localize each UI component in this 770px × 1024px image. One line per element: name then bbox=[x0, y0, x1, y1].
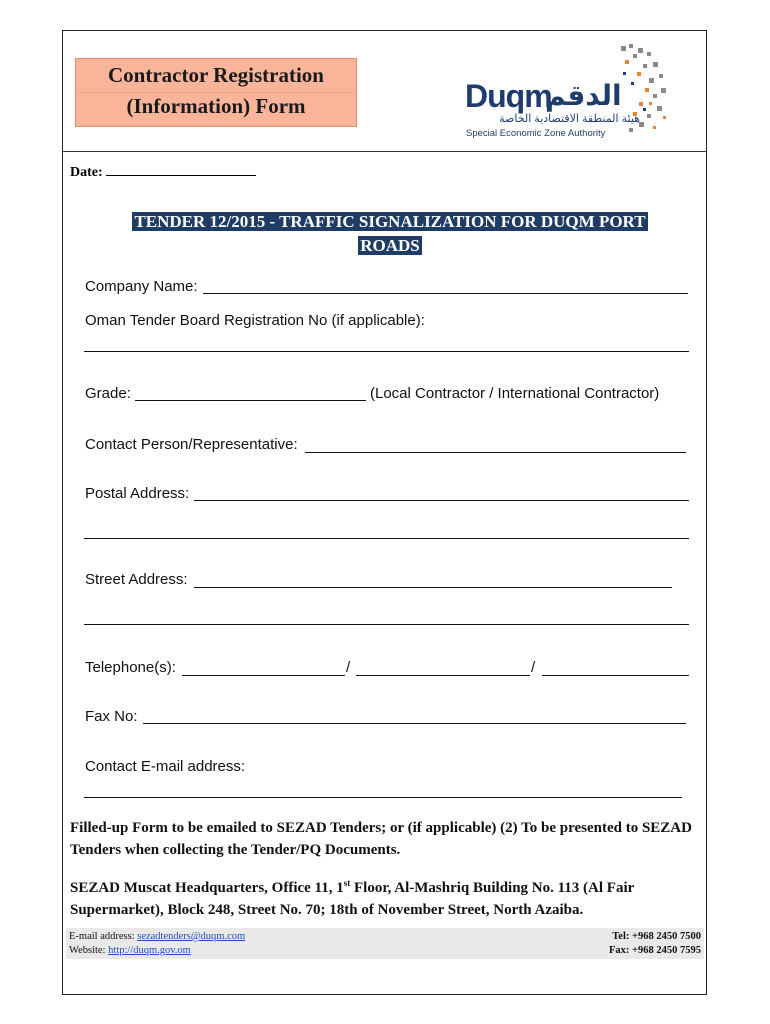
title-divider bbox=[79, 92, 353, 93]
date-field bbox=[70, 163, 256, 181]
company-name-input-line[interactable] bbox=[203, 293, 688, 294]
date-input-line[interactable] bbox=[106, 163, 256, 176]
footer-telephone: Tel: +968 2450 7500 bbox=[612, 931, 701, 942]
email-input-line[interactable] bbox=[84, 797, 682, 798]
street-address-input-line-1[interactable] bbox=[194, 587, 672, 588]
grade-label: Grade: bbox=[85, 385, 131, 402]
logo-subtitle-en: Special Economic Zone Authority bbox=[466, 128, 606, 139]
postal-address-input-line-1[interactable] bbox=[194, 500, 689, 501]
logo-name-en: Duqm bbox=[465, 78, 552, 114]
email-label: Contact E-mail address: bbox=[85, 758, 246, 775]
date-label: Date: bbox=[70, 165, 103, 180]
postal-address-label: Postal Address: bbox=[85, 485, 190, 502]
footer-website-link[interactable]: http://duqm.gov.om bbox=[108, 945, 191, 956]
headquarters-address bbox=[70, 872, 705, 921]
telephone-separator-1: / bbox=[346, 659, 351, 676]
logo-name-ar: الدقم bbox=[545, 80, 622, 111]
fax-input-line[interactable] bbox=[143, 723, 686, 724]
form-title-line2: (Information) Form bbox=[126, 94, 306, 118]
address-part-1: SEZAD Muscat Headquarters, Office 11, 1 bbox=[70, 880, 344, 896]
street-address-input-line-2[interactable] bbox=[84, 624, 689, 625]
footer-email-label: E-mail address: bbox=[69, 931, 135, 942]
telephone-input-line-1[interactable] bbox=[182, 675, 345, 676]
address-superscript: st bbox=[343, 878, 351, 888]
board-registration-input-line[interactable] bbox=[84, 351, 689, 352]
postal-address-input-line-2[interactable] bbox=[84, 538, 689, 539]
company-name-label: Company Name: bbox=[85, 278, 198, 295]
grade-note: (Local Contractor / International Contractor) bbox=[370, 385, 660, 402]
form-title-box bbox=[75, 58, 357, 127]
tender-heading-line1: TENDER 12/2015 - TRAFFIC SIGNALIZATION FOR DUQM PORT bbox=[134, 212, 646, 231]
grade-input-line[interactable] bbox=[135, 400, 366, 401]
form-title-line1: Contractor Registration bbox=[108, 63, 324, 87]
footer-website-label: Website: bbox=[69, 945, 106, 956]
telephone-input-line-2[interactable] bbox=[356, 675, 530, 676]
contact-person-input-line[interactable] bbox=[305, 452, 686, 453]
address-part-2: Floor, Al-Mashriq Building No. 113 (Al Fair Supermarket), Block 248, Street No. 70; 18th of November Street, North Azaiba. bbox=[70, 880, 635, 918]
board-registration-label: Oman Tender Board Registration No (if applicable): bbox=[85, 312, 425, 329]
tender-heading bbox=[90, 210, 690, 258]
fax-label: Fax No: bbox=[85, 708, 138, 725]
header-divider bbox=[62, 151, 707, 152]
telephone-label: Telephone(s): bbox=[85, 659, 176, 676]
footer-fax: Fax: +968 2450 7595 bbox=[608, 945, 701, 956]
telephone-input-line-3[interactable] bbox=[542, 675, 689, 676]
logo-subtitle-ar: هيئة المنطقة الاقتصادية الخاصة bbox=[499, 113, 640, 125]
submission-instructions: Filled-up Form to be emailed to SEZAD Tenders; or (if applicable) (2) To be presented to SEZAD Tenders when collecting the Tender/PQ Documents. bbox=[70, 820, 692, 858]
tender-heading-line2: ROADS bbox=[360, 236, 420, 255]
contact-footer bbox=[66, 928, 704, 959]
street-address-label: Street Address: bbox=[85, 571, 188, 588]
footer-email-link[interactable]: sezadtenders@duqm.com bbox=[137, 931, 246, 942]
telephone-separator-2: / bbox=[531, 659, 536, 676]
contact-person-label: Contact Person/Representative: bbox=[85, 436, 298, 453]
